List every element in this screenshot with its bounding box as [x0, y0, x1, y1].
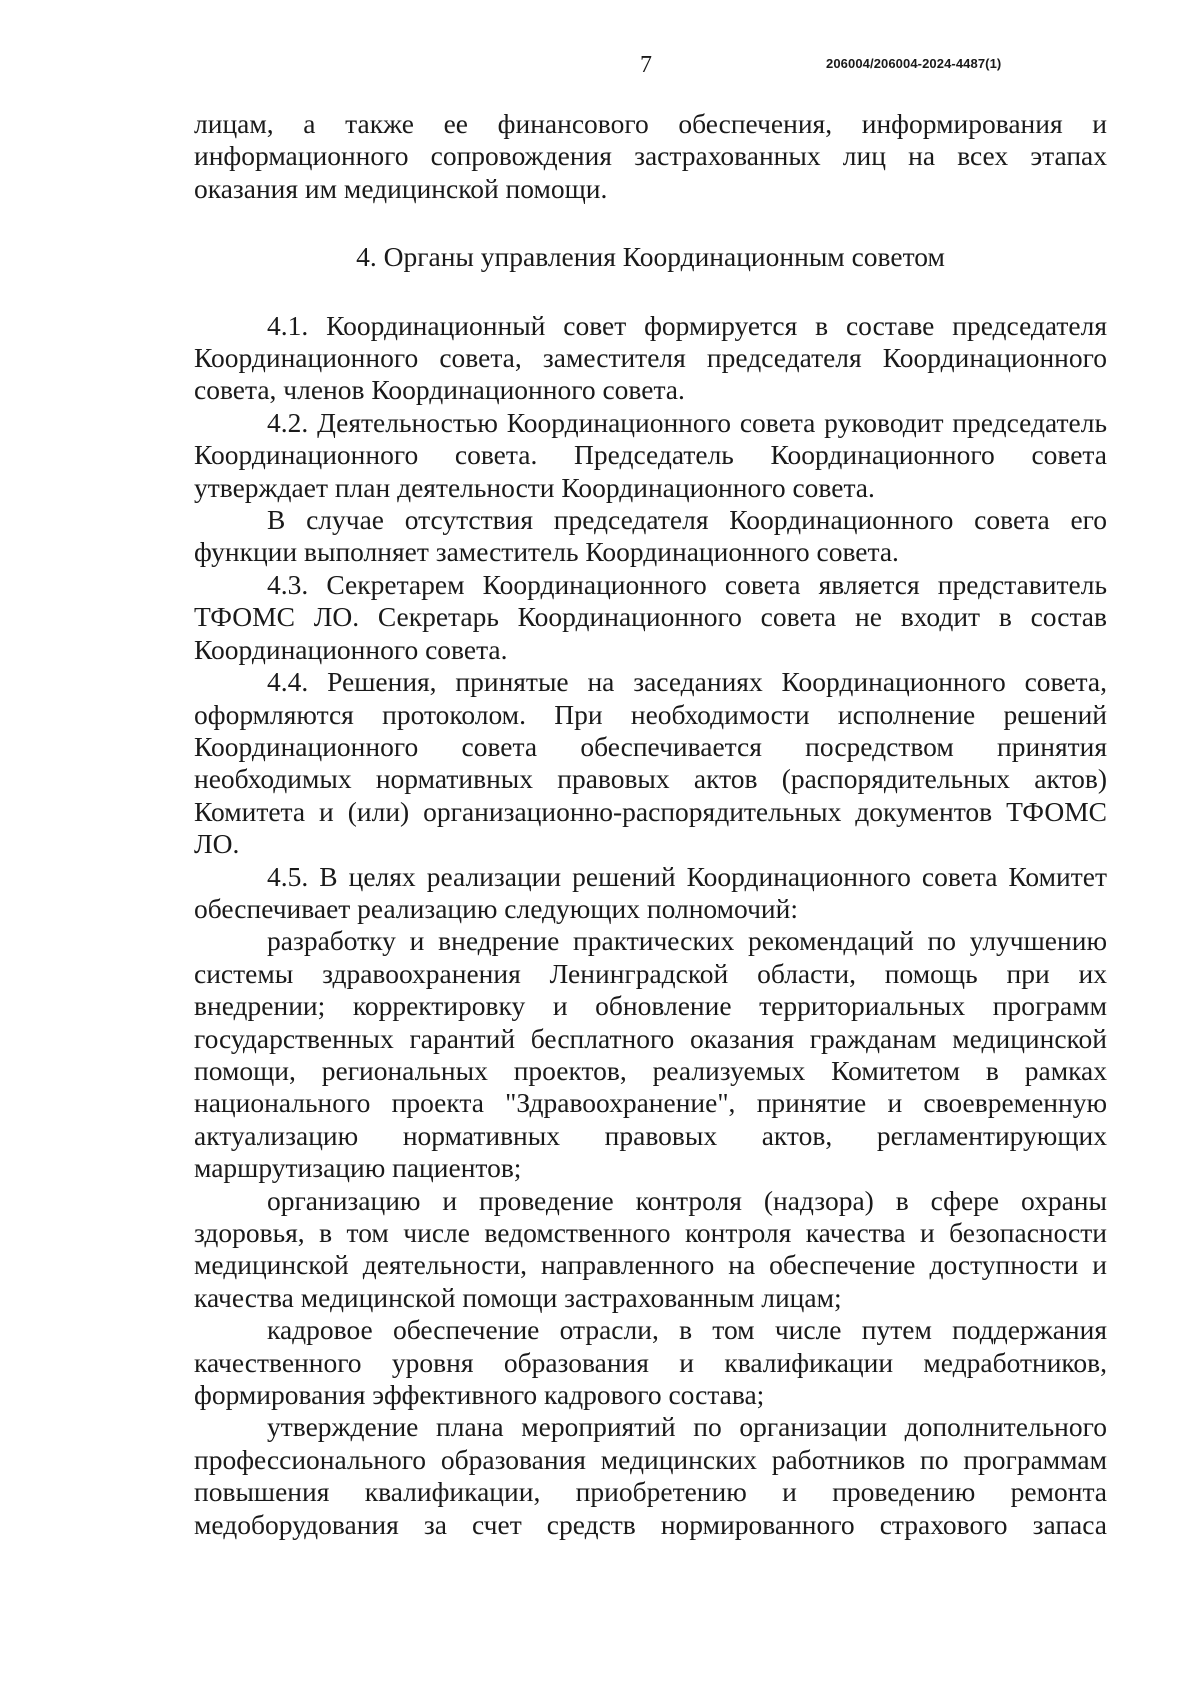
paragraph-absence: В случае отсутствия председателя Координационного совета его функции выполняет заместитель Координационного совета. — [194, 504, 1107, 568]
document-body — [194, 108, 1107, 1541]
paragraph-4-5: 4.5. В целях реализации решений Координационного совета Комитет обеспечивает реализацию следующих полномочий: — [194, 860, 1107, 924]
paragraph-4-1: 4.1. Координационный совет формируется в составе председателя Координационного совета, заместителя председателя Координационного совета, членов Координационного совета. — [194, 309, 1107, 406]
section-heading: 4. Органы управления Координационным советом — [356, 241, 945, 273]
paragraph-item-2: организацию и проведение контроля (надзора) в сфере охраны здоровья, в том числе ведомственного контроля качества и безопасности медицинской деятельности, направленного на обеспечение доступности и качества медицинской помощи застрахованным лицам; — [194, 1184, 1107, 1313]
paragraph-4-2: 4.2. Деятельностью Координационного совета руководит председатель Координационного совета. Председатель Координационного совета утверждает план деятельности Координационного совета. — [194, 406, 1107, 503]
paragraph-4-3: 4.3. Секретарем Координационного совета является представитель ТФОМС ЛО. Секретарь Координационного совета не входит в состав Координационного совета. — [194, 568, 1107, 665]
paragraph-item-4: утверждение плана мероприятий по организации дополнительного профессионального образования медицинских работников по программам повышения квалификации, приобретению и проведению ремонта медоборудования за счет средств нормированного страхового запаса — [194, 1411, 1107, 1540]
document-registration-code: 206004/206004-2024-4487(1) — [826, 56, 1002, 71]
paragraph-4-4: 4.4. Решения, принятые на заседаниях Координационного совета, оформляются протоколом. При необходимости исполнение решений Координационного совета обеспечивается посредством принятия необходимых нормативных правовых актов (распорядительных актов) Комитета и (или) организационно-распорядительных документов ТФОМС ЛО. — [194, 666, 1107, 860]
paragraph-item-1: разработку и внедрение практических рекомендаций по улучшению системы здравоохранения Ленинградской области, помощь при их внедрении; корректировку и обновление территориальных программ государственных гарантий бесплатного оказания гражданам медицинской помощи, региональных проектов, реализуемых Комитетом в рамках национального проекта "Здравоохранение", принятие и своевременную актуализацию нормативных правовых актов, регламентирующих маршрутизацию пациентов; — [194, 925, 1107, 1184]
paragraph-item-3: кадровое обеспечение отрасли, в том числе путем поддержания качественного уровня образования и квалификации медработников, формирования эффективного кадрового состава; — [194, 1314, 1107, 1411]
paragraph-intro-continuation: лицам, а также ее финансового обеспечения, информирования и информационного сопровождения застрахованных лиц на всех этапах оказания им медицинской помощи. — [194, 108, 1107, 204]
page-number: 7 — [640, 52, 652, 78]
